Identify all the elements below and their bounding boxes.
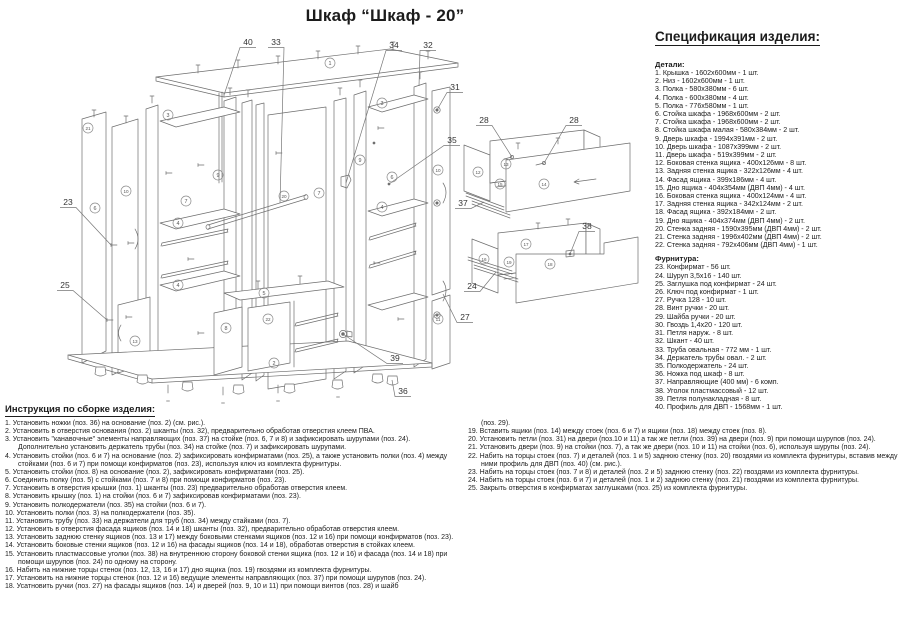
instructions-heading: Инструкция по сборке изделия: <box>5 404 156 415</box>
svg-text:5: 5 <box>262 290 266 297</box>
spec-item: 3. Полка - 580х380мм - 6 шт. <box>655 85 749 94</box>
specification-heading: Спецификация изделия: <box>655 29 820 44</box>
spec-item: 38. Уголок пластмассовый - 12 шт. <box>655 386 769 395</box>
svg-text:8: 8 <box>224 325 228 332</box>
specification-panel <box>655 28 907 411</box>
spec-item: 31. Петля наруж. - 8 шт. <box>655 329 734 338</box>
instruction-item: 7. Установить в отверстия крышки (поз. 1) шканты (поз. 23) предварительно обработав отверстия клеем. <box>5 485 348 493</box>
spec-item: 11. Дверь шкафа - 519х399мм - 2 шт. <box>655 151 777 160</box>
instruction-item: 13. Установить заднюю стенку ящиков (поз. 13 и 17) между боковыми стенками ящиков (поз. 12 и 16) при помощи конфирматов (поз. 23). <box>5 534 454 542</box>
svg-text:2: 2 <box>272 360 276 367</box>
part-number-circle <box>213 170 223 180</box>
svg-text:38: 38 <box>582 221 592 231</box>
svg-text:16: 16 <box>481 256 487 262</box>
svg-text:18: 18 <box>547 261 553 267</box>
svg-text:28: 28 <box>479 115 489 125</box>
svg-text:33: 33 <box>271 37 281 47</box>
spec-item: 21. Стенка задняя - 1996х402мм (ДВП 4мм) - 2 шт. <box>655 233 822 242</box>
svg-text:13: 13 <box>132 338 138 344</box>
spec-item: 19. Дно ящика - 404х374мм (ДВП 4мм) - 2 шт. <box>655 216 805 225</box>
svg-text:11: 11 <box>435 316 441 322</box>
spec-item: 27. Ручка 128 - 10 шт. <box>655 296 727 305</box>
spec-item: 33. Труба овальная - 772 мм - 1 шт. <box>655 345 772 354</box>
spec-item: 20. Стенка задняя - 1590х395мм (ДВП 4мм) - 2 шт. <box>655 224 822 233</box>
details-list <box>655 69 907 249</box>
instruction-item: 24. Набить на торцы стоек (поз. 6 и 7) и деталей (поз. 1 и 2) заднюю стенку (поз. 21) гвоздями из комплекта фурнитуры. <box>468 477 859 485</box>
svg-text:9: 9 <box>358 157 362 164</box>
assembly-drawing <box>38 33 678 408</box>
instruction-item: 9. Установить полкодержатели (поз. 35) на стойки (поз. 6 и 7). <box>5 501 207 509</box>
instruction-item: 15. Установить пластмассовые уголки (поз. 38) на внутреннюю сторону боковой стенки ящика (поз. 12 и 16) и фасада (поз. 14 и 18) при помощи шурупов (поз. 24) по одному на сторону. <box>5 550 448 566</box>
svg-text:28: 28 <box>569 115 579 125</box>
spec-item: 15. Дно ящика - 404х354мм (ДВП 4мм) - 4 шт. <box>655 183 805 192</box>
svg-text:1: 1 <box>328 60 332 67</box>
svg-text:15: 15 <box>497 181 503 187</box>
svg-text:6: 6 <box>390 174 394 181</box>
svg-text:3: 3 <box>166 112 170 119</box>
spec-item: 22. Стенка задняя - 792х406мм (ДВП 4мм) - 1 шт. <box>655 241 818 250</box>
instruction-item: 6. Соединить полку (поз. 5) с стойками (поз. 7 и 8) при помощи конфирматов (поз. 23). <box>5 477 287 485</box>
instruction-item: 19. Вставить ящики (поз. 14) между стоек (поз. 6 и 7) и ящики (поз. 18) между стоек (поз. 8). <box>468 428 767 436</box>
spec-item: 23. Конфирмат - 56 шт. <box>655 263 731 272</box>
part-number-circle <box>181 196 191 206</box>
spec-item: 25. Заглушка под конфирмат - 24 шт. <box>655 279 777 288</box>
svg-text:17: 17 <box>523 241 529 247</box>
svg-text:32: 32 <box>423 40 433 50</box>
spec-item: 14. Фасад ящика - 399х186мм - 4 шт. <box>655 175 777 184</box>
top-panel <box>156 42 458 97</box>
svg-text:4: 4 <box>380 204 384 211</box>
part-number-circle <box>163 110 173 120</box>
svg-text:20: 20 <box>281 193 287 199</box>
svg-text:10: 10 <box>123 188 129 194</box>
right-bay <box>354 72 450 373</box>
instruction-item: 11. Установить трубу (поз. 33) на держатели для труб (поз. 34) между стайками (поз. 7). <box>5 517 291 525</box>
spec-item: 12. Боковая стенка ящика - 400х126мм - 8 шт. <box>655 159 807 168</box>
spec-item: 18. Фасад ящика - 392х184мм - 2 шт. <box>655 208 777 217</box>
svg-text:6: 6 <box>93 205 97 212</box>
drawer-detail-upper <box>464 130 630 218</box>
spec-item: 30. Гвоздь 1,4х20 - 120 шт. <box>655 320 743 329</box>
instruction-item: 21. Установить двери (поз. 9) на стойки (поз. 7), а так же двери (поз. 10 и 11) на стойки (поз. 6), используя шурупы (поз. 24). <box>468 444 871 452</box>
svg-text:9: 9 <box>216 172 220 179</box>
hardware-subheading: Фурнитура: <box>655 254 699 264</box>
spec-item: 4. Полка - 600х380мм - 4 шт. <box>655 93 749 102</box>
svg-text:4: 4 <box>176 282 180 289</box>
svg-text:3: 3 <box>380 100 384 107</box>
svg-text:31: 31 <box>450 82 460 92</box>
spec-item: 5. Полка - 776х580мм - 1 шт. <box>655 101 749 110</box>
instruction-item: 17. Установить на нижние торцы стенок (поз. 12 и 16) ведущие элементы направляющих (поз. 37) при помощи шурупов (поз. 24). <box>5 574 427 582</box>
instruction-item: 16. Набить на нижние торцы стенок (поз. 12, 13, 16 и 17) дно ящика (поз. 19) гвоздями из комплекта фурнитуры. <box>5 566 372 574</box>
spec-item: 10. Дверь шкафа - 1087х399мм - 2 шт. <box>655 142 782 151</box>
product-title: Шкаф “Шкаф - 20” <box>305 6 465 25</box>
svg-text:39: 39 <box>390 353 400 363</box>
instruction-item: 23. Набить на торцы стоек (поз. 7 и 8) и деталей (поз. 2 и 5) заднюю стенку (поз. 22) гвоздями из комплекта фурнитуры. <box>468 468 859 476</box>
instruction-item: 5. Установить стойки (поз. 8) на основание (поз. 2), зафиксировать конфирматами (поз. 25). <box>5 468 305 476</box>
svg-text:7: 7 <box>184 198 188 205</box>
spec-item: 29. Шайба ручки - 20 шт. <box>655 312 736 321</box>
instruction-item: 1. Установить ножки (поз. 36) на основание (поз. 2) (см. рис.). <box>5 420 206 427</box>
svg-text:14: 14 <box>541 181 547 187</box>
details-subheading: Детали: <box>655 60 685 69</box>
svg-text:21: 21 <box>85 125 91 131</box>
svg-text:7: 7 <box>317 190 321 197</box>
instruction-item: 10. Установить полки (поз. 3) на полкодержатели (поз. 35). <box>5 509 196 517</box>
instructions-right-column <box>468 420 908 493</box>
spec-item: 16. Боковая стенка ящика - 400х124мм - 4 шт. <box>655 192 807 201</box>
instruction-item: 20. Установить петли (поз. 31) на двери (поз.10 и 11) а так же петли (поз. 39) на двери (поз. 9) при помощи шурупов (поз. 24). <box>468 436 876 444</box>
spec-item: 24. Шуруп 3,5х16 - 140 шт. <box>655 271 742 280</box>
instruction-item: 18. Усатновить ручки (поз. 27) на фасады ящиков (поз. 14) и дверей (поз. 9, 10 и 11) при помощи винтов (поз. 28) и шайб <box>5 583 399 591</box>
svg-text:13: 13 <box>503 161 509 167</box>
spec-item: 6. Стойка шкафа - 1968х600мм - 2 шт. <box>655 110 781 119</box>
svg-text:12: 12 <box>475 169 481 175</box>
instruction-item: 4. Установить стойки (поз. 6 и 7) на основание (поз. 2) зафиксировать конфирматами (поз. 25), а также установить полки (поз. 4) между стойками (поз. 6 и 7) при помощи конфирматов (поз. 23), используя ключ из комплекта фурнитуры. <box>5 452 448 468</box>
instructions-left-column <box>5 420 457 591</box>
spec-item: 17. Задняя стенка ящика - 342х124мм - 2 шт. <box>655 200 803 209</box>
svg-text:34: 34 <box>389 40 399 50</box>
spec-item: 13. Задняя стенка ящика - 322х126мм - 4 шт. <box>655 167 803 176</box>
part-number-circle <box>387 172 397 182</box>
svg-text:27: 27 <box>460 312 470 322</box>
spec-item: 8. Стойка шкафа малая - 580х384мм - 2 шт. <box>655 126 800 135</box>
spec-item: 36. Ножка под шкаф - 8 шт. <box>655 370 745 379</box>
svg-text:19: 19 <box>506 259 512 265</box>
svg-text:10: 10 <box>435 167 441 173</box>
svg-text:25: 25 <box>60 280 70 290</box>
spec-item: 40. Профиль для ДВП - 1568мм - 1 шт. <box>655 402 783 411</box>
spec-item: 39. Петля полунакладная - 8 шт. <box>655 394 762 403</box>
spec-item: 35. Полкодержатель - 24 шт. <box>655 361 749 370</box>
instruction-item: 22. Набить на торцы стоек (поз. 7) и деталей (поз. 1 и 5) заднюю стенку (поз. 20) гвоздями из комплекта фурнитуры, вставив между ними профиль для ДВП (поз. 40) (см. рис.). <box>468 452 898 468</box>
spec-item: 1. Крышка - 1602х600мм - 1 шт. <box>655 69 759 77</box>
instruction-item: 12. Установить в отверстия фасада ящиков (поз. 14 и 18) шканты (поз. 32), предварительно обработав отверстия клеем. <box>5 526 400 534</box>
svg-text:23: 23 <box>63 197 73 207</box>
instruction-item: 3. Установить "канавочные" элементы направляющих (поз. 37) на стойке (поз. 6, 7 и 8) и зафиксировать шурупами (поз. 24). Дополнительно установить держатель трубы (поз. 34) на стойке (поз. 7) и зафиксировать шурупами. <box>5 436 411 452</box>
spec-item: 9. Дверь шкафа - 1994х391мм - 2 шт. <box>655 134 778 143</box>
svg-text:24: 24 <box>467 281 477 291</box>
svg-text:36: 36 <box>398 386 408 396</box>
svg-text:40: 40 <box>243 37 253 47</box>
instruction-item: 2. Установить в отверстия основания (поз. 2) шканты (поз. 32), предварительно обработав отверстия клеем ПВА. <box>5 428 375 436</box>
spec-item: 7. Стойка шкафа - 1968х600мм - 2 шт. <box>655 118 781 127</box>
instruction-item: 8. Установить крышку (поз. 1) на стойки (поз. 6 и 7) зафиксировав конфирматами (поз. 23). <box>5 493 301 501</box>
spec-item: 37. Направляющие (400 мм) - 6 комп. <box>655 378 779 387</box>
svg-text:35: 35 <box>447 135 457 145</box>
svg-text:4: 4 <box>176 220 180 227</box>
svg-text:37: 37 <box>458 198 468 208</box>
instruction-item: 25. Закрыть отверстия в конфирматах заглушками (поз. 25) из комплекта фурнитуры. <box>468 485 748 493</box>
svg-text:22: 22 <box>265 316 271 322</box>
instruction-item: 14. Установить боковые стенки ящиков (поз. 12 и 16) на фасады ящиков (поз. 14 и 18), обработав отверстия в стойках клеем. <box>5 542 415 550</box>
drawer-detail-lower <box>468 219 638 303</box>
hardware-list <box>655 263 907 411</box>
spec-item: 32. Шкант - 40 шт. <box>655 337 714 346</box>
spec-item: 2. Низ - 1602х600мм - 1 шт. <box>655 77 745 86</box>
spec-item: 26. Ключ под конфирмат - 1 шт. <box>655 288 759 297</box>
instruction-item: (поз. 29). <box>481 420 511 427</box>
spec-item: 34. Держатель трубы овал. - 2 шт. <box>655 353 767 362</box>
spec-item: 28. Винт ручки - 20 шт. <box>655 304 730 313</box>
